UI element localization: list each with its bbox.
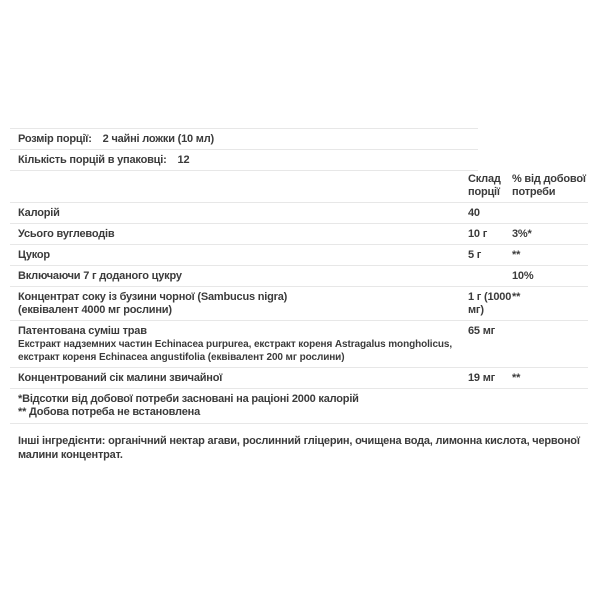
serving-size-value: 2 чайні ложки (10 мл) <box>102 133 214 145</box>
serving-size-row <box>10 129 478 150</box>
nutrient-amount: 19 мг <box>468 372 496 384</box>
nutrient-row-raspberry <box>10 368 588 389</box>
column-header-daily-value: % від добової потреби <box>512 173 586 198</box>
other-ingredients: Інші інгредієнти: органічний нектар агави, рослинний гліцерин, очищена вода, лимонна кислота, червоної малини концентрат. <box>18 435 580 461</box>
nutrient-dv <box>512 207 588 220</box>
serving-info-block <box>10 128 478 171</box>
nutrient-amount: 65 мг <box>468 325 496 337</box>
nutrient-row-added-sugar <box>10 266 588 287</box>
nutrient-row-calories <box>10 203 588 224</box>
nutrient-amount: 1 г (1000 мг) <box>468 291 512 316</box>
nutrient-amount: 5 г <box>468 249 482 261</box>
servings-per-container-value: 12 <box>177 154 190 166</box>
serving-size-label: Розмір порції: <box>18 133 92 145</box>
nutrient-dv: ** <box>512 291 521 303</box>
nutrient-name: Калорій <box>18 207 60 219</box>
nutrient-name: Концентрований сік малини звичайної <box>18 372 223 384</box>
nutrient-amount <box>468 270 512 283</box>
servings-per-container-label: Кількість порцій в упаковці: <box>18 154 167 166</box>
nutrient-name: Включаючи 7 г доданого цукру <box>18 270 182 282</box>
nutrient-dv: ** <box>512 372 521 384</box>
nutrient-row-elderberry <box>10 287 588 321</box>
nutrient-name-line1: Патентована суміш трав <box>18 325 147 337</box>
supplement-facts-panel <box>10 128 588 462</box>
nutrient-row-herbal-blend <box>10 321 588 368</box>
nutrient-name <box>18 325 468 364</box>
nutrient-dv <box>512 325 588 364</box>
nutrient-name <box>18 291 468 317</box>
nutrient-dv: 10% <box>512 270 534 282</box>
nutrient-amount: 10 г <box>468 228 488 240</box>
nutrient-dv: ** <box>512 249 521 261</box>
nutrient-row-total-carbs <box>10 224 588 245</box>
column-header-amount: Склад порції <box>468 173 501 198</box>
footnote-daily-value: *Відсотки від добової потреби засновані на раціоні 2000 калорій <box>18 393 359 405</box>
nutrient-name: Усього вуглеводів <box>18 228 115 240</box>
nutrient-amount: 40 <box>468 207 480 219</box>
nutrient-name-line2: (еквівалент 4000 мг рослини) <box>18 304 172 316</box>
footnotes <box>10 389 588 424</box>
nutrient-dv: 3%* <box>512 228 532 240</box>
nutrient-name-line1: Концентрат соку із бузини чорної (Sambucus nigra) <box>18 291 288 303</box>
header-spacer <box>18 173 468 199</box>
footnote-dv-not-established: ** Добова потреба не встановлена <box>18 406 200 418</box>
table-header-row <box>10 171 588 203</box>
servings-per-container-row <box>10 150 478 171</box>
nutrient-name: Цукор <box>18 249 50 261</box>
nutrient-row-sugars <box>10 245 588 266</box>
nutrient-description: Екстракт надземних частин Echinacea purpurea, екстракт кореня Astragalus mongholicus, екстракт кореня Echinacea angustifolia (еквівалент 200 мг рослини) <box>18 339 453 363</box>
